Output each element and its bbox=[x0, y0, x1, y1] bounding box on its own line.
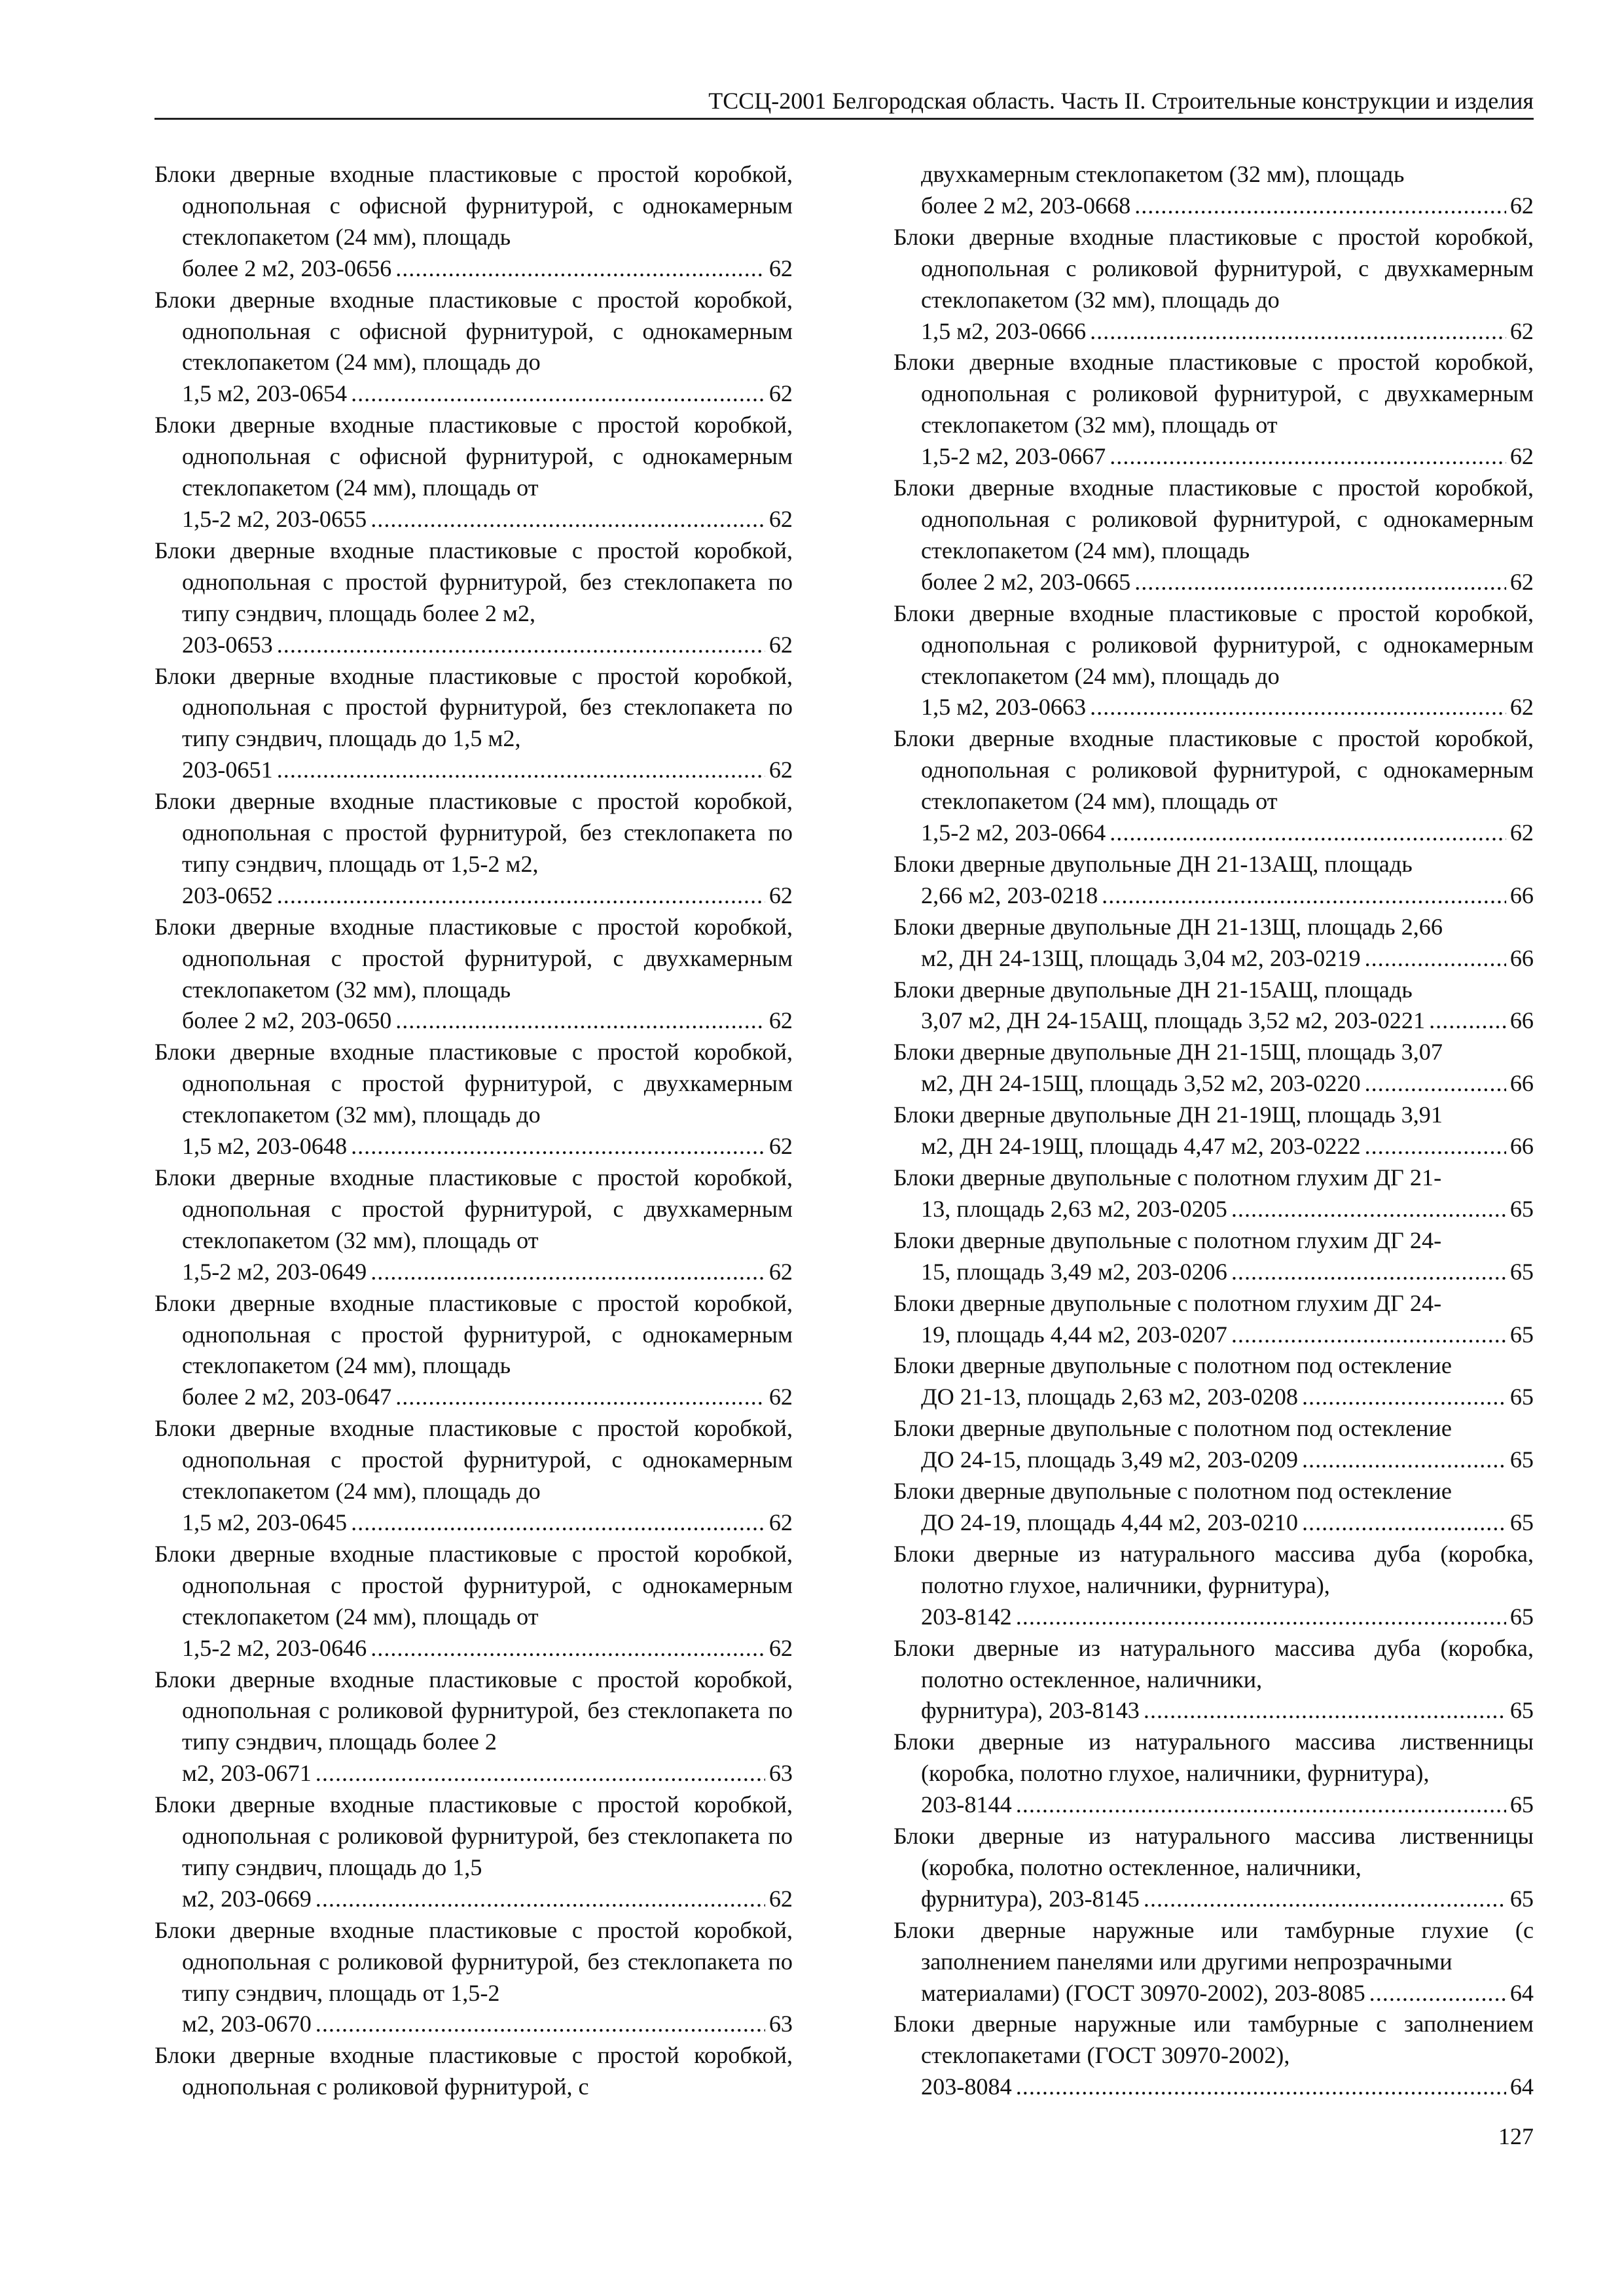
dot-leader bbox=[1090, 316, 1506, 348]
index-entry-last-line bbox=[921, 1319, 1534, 1351]
index-entry-text: Блоки дверные входные пластиковые с простой коробкой, однопольная с простой фурнитурой, с двухкамерным стеклопакетом (32 мм), площадь до bbox=[154, 1039, 793, 1128]
index-entry-code: м2, 203-0671 bbox=[182, 1760, 312, 1787]
index-entry-text: Блоки дверные входные пластиковые с простой коробкой, однопольная с роликовой фурнитурой, без стеклопакета по типу сэндвич, площадь от 1,5-2 bbox=[154, 1916, 793, 2006]
index-entry-text: Блоки дверные входные пластиковые с простой коробкой, однопольная с простой фурнитурой, с двухкамерным стеклопакетом (32 мм), площадь от bbox=[154, 1164, 793, 1253]
dot-leader bbox=[1110, 441, 1506, 473]
index-entry-code: 3,07 м2, ДН 24-15АЩ, площадь 3,52 м2, 203-0221 bbox=[921, 1007, 1426, 1034]
index-entry bbox=[154, 1789, 793, 1915]
index-entry-last-line bbox=[182, 1507, 793, 1539]
index-entry-page: 65 bbox=[1509, 1195, 1534, 1222]
index-entry-code: 203-8084 bbox=[921, 2073, 1012, 2100]
dot-leader bbox=[1365, 1068, 1506, 1100]
index-entry-code: фурнитура), 203-8145 bbox=[921, 1885, 1140, 1912]
index-entry-code: 19, площадь 4,44 м2, 203-0207 bbox=[921, 1321, 1227, 1348]
index-entry-code: м2, ДН 24-15Щ, площадь 3,52 м2, 203-0220 bbox=[921, 1070, 1361, 1097]
dot-leader bbox=[395, 253, 765, 285]
dot-leader bbox=[1231, 1194, 1506, 1225]
dot-leader bbox=[1302, 1507, 1506, 1539]
index-entry bbox=[154, 535, 793, 661]
dot-leader bbox=[1429, 1005, 1506, 1037]
index-entry bbox=[893, 1037, 1534, 1100]
index-entry bbox=[154, 1288, 793, 1414]
dot-leader bbox=[316, 1758, 765, 1789]
index-entry-code: 203-8144 bbox=[921, 1791, 1012, 1818]
dot-leader bbox=[1302, 1444, 1506, 1476]
index-entry-page: 66 bbox=[1509, 1070, 1534, 1097]
index-entry-text: Блоки дверные входные пластиковые с простой коробкой, однопольная с роликовой фурнитурой, с bbox=[154, 2042, 793, 2100]
index-entry-last-line bbox=[182, 2009, 793, 2040]
index-entry-page: 62 bbox=[768, 1007, 793, 1034]
index-entry-text: Блоки дверные входные пластиковые с простой коробкой, однопольная с простой фурнитурой, с двухкамерным стеклопакетом (32 мм), площадь bbox=[154, 913, 793, 1003]
index-entry-text: Блоки дверные входные пластиковые с простой коробкой, однопольная с роликовой фурнитурой, с двухкамерным стеклопакетом (32 мм), площадь от bbox=[893, 349, 1534, 439]
dot-leader bbox=[351, 1507, 765, 1539]
index-entry-page: 63 bbox=[768, 2011, 793, 2037]
index-entry-page: 62 bbox=[1509, 819, 1534, 846]
index-entry-text: Блоки дверные из натурального массива лиственницы (коробка, полотно глухое, наличники, фурнитура), bbox=[893, 1729, 1534, 1787]
index-entry-page: 62 bbox=[1509, 694, 1534, 721]
index-entry-last-line bbox=[921, 1507, 1534, 1539]
index-entry-last-line bbox=[182, 880, 793, 912]
index-entry bbox=[893, 1633, 1534, 1727]
index-entry-last-line bbox=[921, 1789, 1534, 1821]
index-entry bbox=[893, 222, 1534, 348]
index-entry-page: 63 bbox=[768, 1760, 793, 1787]
index-entry-code: более 2 м2, 203-0668 bbox=[921, 192, 1131, 219]
index-entry-page: 62 bbox=[768, 1258, 793, 1285]
index-entry-text: Блоки дверные входные пластиковые с простой коробкой, однопольная с простой фурнитурой, с однокамерным стеклопакетом (24 мм), площадь от bbox=[154, 1540, 793, 1630]
index-entry-page: 65 bbox=[1509, 1321, 1534, 1348]
index-entry bbox=[893, 975, 1534, 1037]
dot-leader bbox=[1144, 1695, 1506, 1727]
index-entry bbox=[893, 1100, 1534, 1162]
index-entry-last-line bbox=[921, 1695, 1534, 1727]
index-entry bbox=[893, 849, 1534, 912]
index-entry-text: Блоки дверные двупольные с полотном под остекление bbox=[893, 1478, 1452, 1505]
header-rule bbox=[154, 118, 1534, 120]
index-entry-code: 2,66 м2, 203-0218 bbox=[921, 882, 1098, 908]
index-entry-last-line bbox=[921, 1068, 1534, 1100]
index-entry-last-line bbox=[182, 253, 793, 285]
index-column-right bbox=[893, 159, 1534, 2103]
index-entry-page: 62 bbox=[768, 882, 793, 908]
index-entry-code: 13, площадь 2,63 м2, 203-0205 bbox=[921, 1195, 1227, 1222]
index-entry-last-line bbox=[182, 1884, 793, 1915]
index-entry-last-line bbox=[182, 1758, 793, 1789]
dot-leader bbox=[351, 378, 765, 410]
index-entry-page: 65 bbox=[1509, 1384, 1534, 1410]
index-entry-last-line bbox=[921, 1382, 1534, 1413]
index-entry-last-line bbox=[182, 1131, 793, 1162]
index-entry-text: Блоки дверные входные пластиковые с простой коробкой, однопольная с роликовой фурнитурой, без стеклопакета по типу сэндвич, площадь до 1,5 bbox=[154, 1791, 793, 1880]
dot-leader bbox=[1144, 1884, 1506, 1915]
index-entry-last-line bbox=[921, 880, 1534, 912]
index-entry-last-line bbox=[921, 1005, 1534, 1037]
index-entry bbox=[154, 912, 793, 1037]
index-entry-last-line bbox=[921, 1444, 1534, 1476]
index-entry-code: материалами) (ГОСТ 30970-2002), 203-8085 bbox=[921, 1979, 1365, 2006]
dot-leader bbox=[1369, 1978, 1506, 2009]
index-column-left bbox=[154, 159, 793, 2103]
index-entry-page: 62 bbox=[768, 380, 793, 407]
index-entry-last-line bbox=[921, 1978, 1534, 2009]
index-entry-last-line bbox=[921, 692, 1534, 723]
index-entry bbox=[154, 1162, 793, 1288]
index-entry-last-line bbox=[182, 1005, 793, 1037]
running-header: ТССЦ-2001 Белгородская область. Часть II. Строительные конструкции и изделия bbox=[708, 88, 1534, 114]
index-entry bbox=[893, 473, 1534, 598]
index-entry-code: 1,5 м2, 203-0654 bbox=[182, 380, 348, 407]
index-entry-text: Блоки дверные входные пластиковые с простой коробкой, однопольная с офисной фурнитурой, с однокамерным стеклопакетом (24 мм), площадь bbox=[154, 161, 793, 250]
index-entry bbox=[893, 1476, 1534, 1539]
index-entry-last-line bbox=[182, 1257, 793, 1288]
index-entry-text: Блоки дверные входные пластиковые с простой коробкой, однопольная с роликовой фурнитурой, с однокамерным стеклопакетом (24 мм), площадь до bbox=[893, 600, 1534, 689]
index-entry-text: Блоки дверные входные пластиковые с простой коробкой, однопольная с роликовой фурнитурой, с однокамерным стеклопакетом (24 мм), площадь от bbox=[893, 725, 1534, 815]
index-entry-code: 1,5-2 м2, 203-0649 bbox=[182, 1258, 367, 1285]
index-entry bbox=[893, 1727, 1534, 1821]
index-entry-page: 66 bbox=[1509, 1133, 1534, 1160]
index-entry-last-line bbox=[182, 1382, 793, 1413]
index-entry-last-line bbox=[182, 755, 793, 786]
index-entry bbox=[893, 1413, 1534, 1476]
index-entry bbox=[893, 1288, 1534, 1351]
index-entry-last-line bbox=[921, 1257, 1534, 1288]
index-entry-text: Блоки дверные входные пластиковые с простой коробкой, однопольная с роликовой фурнитурой, с двухкамерным стеклопакетом (32 мм), площадь до bbox=[893, 223, 1534, 313]
index-entry-text: Блоки дверные двупольные с полотном глухим ДГ 21- bbox=[893, 1164, 1442, 1191]
index-entry-last-line bbox=[182, 378, 793, 410]
index-entry-page: 62 bbox=[1509, 443, 1534, 470]
dot-leader bbox=[1302, 1382, 1506, 1413]
index-entry bbox=[893, 1162, 1534, 1225]
index-entry-page: 66 bbox=[1509, 944, 1534, 971]
dot-leader bbox=[1016, 1789, 1506, 1821]
index-entry-code: 1,5-2 м2, 203-0664 bbox=[921, 819, 1106, 846]
index-entry-last-line bbox=[921, 567, 1534, 598]
index-entry-code: м2, 203-0669 bbox=[182, 1885, 312, 1912]
index-entry-text: двухкамерным стеклопакетом (32 мм), площадь bbox=[921, 161, 1405, 187]
index-entry-text: Блоки дверные двупольные ДН 21-15Щ, площадь 3,07 bbox=[893, 1039, 1443, 1066]
index-entry-page: 65 bbox=[1509, 1697, 1534, 1724]
index-entry-page: 65 bbox=[1509, 1258, 1534, 1285]
index-entry-code: 1,5 м2, 203-0648 bbox=[182, 1133, 348, 1160]
index-entry-last-line bbox=[182, 1633, 793, 1664]
index-entry-page: 64 bbox=[1509, 2073, 1534, 2100]
index-entry-page: 62 bbox=[768, 1634, 793, 1661]
index-entry-code: м2, 203-0670 bbox=[182, 2011, 312, 2037]
index-entry bbox=[154, 159, 793, 285]
index-entry-last-line bbox=[921, 1884, 1534, 1915]
index-entry-code: 203-0652 bbox=[182, 882, 273, 908]
dot-leader bbox=[395, 1005, 765, 1037]
index-entry-code: ДО 24-19, площадь 4,44 м2, 203-0210 bbox=[921, 1509, 1298, 1535]
index-entry bbox=[154, 661, 793, 787]
dot-leader bbox=[1016, 1602, 1506, 1633]
index-entry-text: Блоки дверные двупольные с полотном глухим ДГ 24- bbox=[893, 1289, 1442, 1316]
dot-leader bbox=[1110, 817, 1506, 849]
index-entry-code: 1,5 м2, 203-0666 bbox=[921, 317, 1087, 344]
index-entry-text: Блоки дверные входные пластиковые с простой коробкой, однопольная с простой фурнитурой, с однокамерным стеклопакетом (24 мм), площадь bbox=[154, 1289, 793, 1379]
index-entry-code: фурнитура), 203-8143 bbox=[921, 1697, 1140, 1724]
index-entry-page: 62 bbox=[768, 505, 793, 532]
index-entry-last-line bbox=[921, 1131, 1534, 1162]
dot-leader bbox=[1134, 567, 1506, 598]
index-entry-last-line bbox=[921, 1194, 1534, 1225]
index-entry-text: Блоки дверные двупольные ДН 21-19Щ, площадь 3,91 bbox=[893, 1102, 1443, 1128]
index-entry bbox=[154, 1664, 793, 1790]
index-entry bbox=[154, 285, 793, 410]
dot-leader bbox=[277, 630, 765, 661]
dot-leader bbox=[395, 1382, 765, 1413]
dot-leader bbox=[316, 2009, 765, 2040]
index-entry-text: Блоки дверные входные пластиковые с простой коробкой, однопольная с простой фурнитурой, с однокамерным стеклопакетом (24 мм), площадь до bbox=[154, 1415, 793, 1505]
index-entry bbox=[154, 1037, 793, 1162]
dot-leader bbox=[370, 1633, 765, 1664]
index-entry-page: 66 bbox=[1509, 882, 1534, 908]
index-entry bbox=[893, 1350, 1534, 1413]
index-entry-text: Блоки дверные входные пластиковые с простой коробкой, однопольная с офисной фурнитурой, с однокамерным стеклопакетом (24 мм), площадь до bbox=[154, 286, 793, 376]
index-entry bbox=[893, 347, 1534, 473]
index-entry-page: 65 bbox=[1509, 1885, 1534, 1912]
index-entry-page: 62 bbox=[768, 1885, 793, 1912]
index-entry-last-line bbox=[921, 817, 1534, 849]
index-entry bbox=[154, 1539, 793, 1664]
index-entry-last-line bbox=[182, 504, 793, 535]
dot-leader bbox=[1090, 692, 1506, 723]
index-entry bbox=[154, 2040, 793, 2103]
index-entry-page: 65 bbox=[1509, 1791, 1534, 1818]
index-entry-text: Блоки дверные входные пластиковые с простой коробкой, однопольная с простой фурнитурой, без стеклопакета по типу сэндвич, площадь от 1,5-2 м2, bbox=[154, 788, 793, 877]
index-entry bbox=[893, 1821, 1534, 1915]
index-entry-last-line bbox=[921, 943, 1534, 975]
index-entry-page: 62 bbox=[768, 1509, 793, 1535]
index-entry-last-line bbox=[921, 190, 1534, 222]
index-entry bbox=[893, 1225, 1534, 1288]
index-entry-text: Блоки дверные двупольные ДН 21-13АЩ, площадь bbox=[893, 850, 1413, 877]
index-entry-page: 65 bbox=[1509, 1446, 1534, 1473]
index-entry-code: более 2 м2, 203-0647 bbox=[182, 1384, 392, 1410]
index-entry-code: м2, ДН 24-19Щ, площадь 4,47 м2, 203-0222 bbox=[921, 1133, 1361, 1160]
index-entry-text: Блоки дверные наружные или тамбурные с заполнением стеклопакетами (ГОСТ 30970-2002), bbox=[893, 2011, 1534, 2069]
dot-leader bbox=[1231, 1257, 1506, 1288]
page-number: 127 bbox=[1498, 2123, 1534, 2149]
index-entry-page: 62 bbox=[768, 255, 793, 281]
index-entry-text: Блоки дверные двупольные ДН 21-15АЩ, площадь bbox=[893, 976, 1413, 1003]
index-entry-page: 65 bbox=[1509, 1509, 1534, 1535]
index-entry bbox=[893, 912, 1534, 975]
index-entry-page: 62 bbox=[1509, 568, 1534, 595]
dot-leader bbox=[370, 504, 765, 535]
index-entry-page: 64 bbox=[1509, 1979, 1534, 2006]
index-entry-page: 62 bbox=[768, 757, 793, 783]
index-entry-page: 62 bbox=[1509, 192, 1534, 219]
index-entry-text: Блоки дверные входные пластиковые с простой коробкой, однопольная с роликовой фурнитурой, без стеклопакета по типу сэндвич, площадь более 2 bbox=[154, 1666, 793, 1755]
index-entry bbox=[154, 1413, 793, 1539]
index-entry-text: Блоки дверные входные пластиковые с простой коробкой, однопольная с простой фурнитурой, без стеклопакета по типу сэндвич, площадь до 1,5 м2, bbox=[154, 662, 793, 752]
dot-leader bbox=[1102, 880, 1506, 912]
index-entry-page: 62 bbox=[768, 1133, 793, 1160]
index-entry bbox=[154, 786, 793, 912]
index-entry-text: Блоки дверные входные пластиковые с простой коробкой, однопольная с роликовой фурнитурой, с однокамерным стеклопакетом (24 мм), площадь bbox=[893, 475, 1534, 564]
index-entry-page: 62 bbox=[768, 1384, 793, 1410]
index-entry-text: Блоки дверные входные пластиковые с простой коробкой, однопольная с офисной фурнитурой, с однокамерным стеклопакетом (24 мм), площадь от bbox=[154, 412, 793, 501]
dot-leader bbox=[1134, 190, 1506, 222]
index-entry bbox=[893, 1539, 1534, 1633]
index-entry-code: 203-8142 bbox=[921, 1603, 1012, 1630]
index-entry-text: Блоки дверные двупольные с полотном под остекление bbox=[893, 1352, 1452, 1379]
index-entry-last-line bbox=[921, 316, 1534, 348]
index-entry-code: 1,5-2 м2, 203-0655 bbox=[182, 505, 367, 532]
index-entry-code: 1,5-2 м2, 203-0667 bbox=[921, 443, 1106, 470]
index-entry bbox=[893, 598, 1534, 724]
index-entry-text: Блоки дверные из натурального массива дуба (коробка, полотно остекленное, наличники, bbox=[893, 1634, 1534, 1693]
index-entry-page: 62 bbox=[1509, 317, 1534, 344]
index-entry-last-line bbox=[921, 2072, 1534, 2103]
index-entry-code: 1,5 м2, 203-0645 bbox=[182, 1509, 348, 1535]
index-entry bbox=[893, 723, 1534, 849]
index-entry-code: ДО 21-13, площадь 2,63 м2, 203-0208 bbox=[921, 1384, 1298, 1410]
index-entry-text: Блоки дверные двупольные ДН 21-13Щ, площадь 2,66 bbox=[893, 913, 1443, 940]
index-entry-text: Блоки дверные двупольные с полотном под остекление bbox=[893, 1415, 1452, 1442]
dot-leader bbox=[277, 755, 765, 786]
index-entry-last-line bbox=[921, 1602, 1534, 1633]
dot-leader bbox=[1231, 1319, 1506, 1351]
dot-leader bbox=[351, 1131, 765, 1162]
index-entry bbox=[893, 159, 1534, 222]
index-entry-page: 66 bbox=[1509, 1007, 1534, 1034]
index-entry-code: более 2 м2, 203-0665 bbox=[921, 568, 1131, 595]
index-entry bbox=[893, 1915, 1534, 2009]
index-entry-code: более 2 м2, 203-0650 bbox=[182, 1007, 392, 1034]
index-entry-code: 203-0653 bbox=[182, 631, 273, 658]
dot-leader bbox=[1365, 943, 1506, 975]
index-entry-page: 62 bbox=[768, 631, 793, 658]
index-entry-text: Блоки дверные входные пластиковые с простой коробкой, однопольная с простой фурнитурой, без стеклопакета по типу сэндвич, площадь более 2 м2, bbox=[154, 537, 793, 626]
index-entry bbox=[154, 410, 793, 535]
index-entry-text: Блоки дверные из натурального массива дуба (коробка, полотно глухое, наличники, фурнитура), bbox=[893, 1540, 1534, 1598]
index-entry-code: 203-0651 bbox=[182, 757, 273, 783]
index-entry-code: м2, ДН 24-13Щ, площадь 3,04 м2, 203-0219 bbox=[921, 944, 1361, 971]
index-entry-text: Блоки дверные наружные или тамбурные глухие (с заполнением панелями или другими непрозрачными bbox=[893, 1916, 1534, 1975]
index-entry-code: 15, площадь 3,49 м2, 203-0206 bbox=[921, 1258, 1227, 1285]
dot-leader bbox=[1016, 2072, 1506, 2103]
dot-leader bbox=[370, 1257, 765, 1288]
index-entry-last-line bbox=[921, 441, 1534, 473]
index-entry-code: ДО 24-15, площадь 3,49 м2, 203-0209 bbox=[921, 1446, 1298, 1473]
index-entry bbox=[154, 1915, 793, 2041]
index-entry-last-line bbox=[182, 630, 793, 661]
index-entry-page: 65 bbox=[1509, 1603, 1534, 1630]
index-entry-code: 1,5 м2, 203-0663 bbox=[921, 694, 1087, 721]
dot-leader bbox=[316, 1884, 765, 1915]
index-entry bbox=[893, 2009, 1534, 2103]
index-entry-code: 1,5-2 м2, 203-0646 bbox=[182, 1634, 367, 1661]
dot-leader bbox=[277, 880, 765, 912]
index-entry-text: Блоки дверные из натурального массива лиственницы (коробка, полотно остекленное, наличники, bbox=[893, 1823, 1534, 1880]
index-entry-text: Блоки дверные двупольные с полотном глухим ДГ 24- bbox=[893, 1227, 1442, 1253]
dot-leader bbox=[1365, 1131, 1506, 1162]
index-entry-code: более 2 м2, 203-0656 bbox=[182, 255, 392, 281]
